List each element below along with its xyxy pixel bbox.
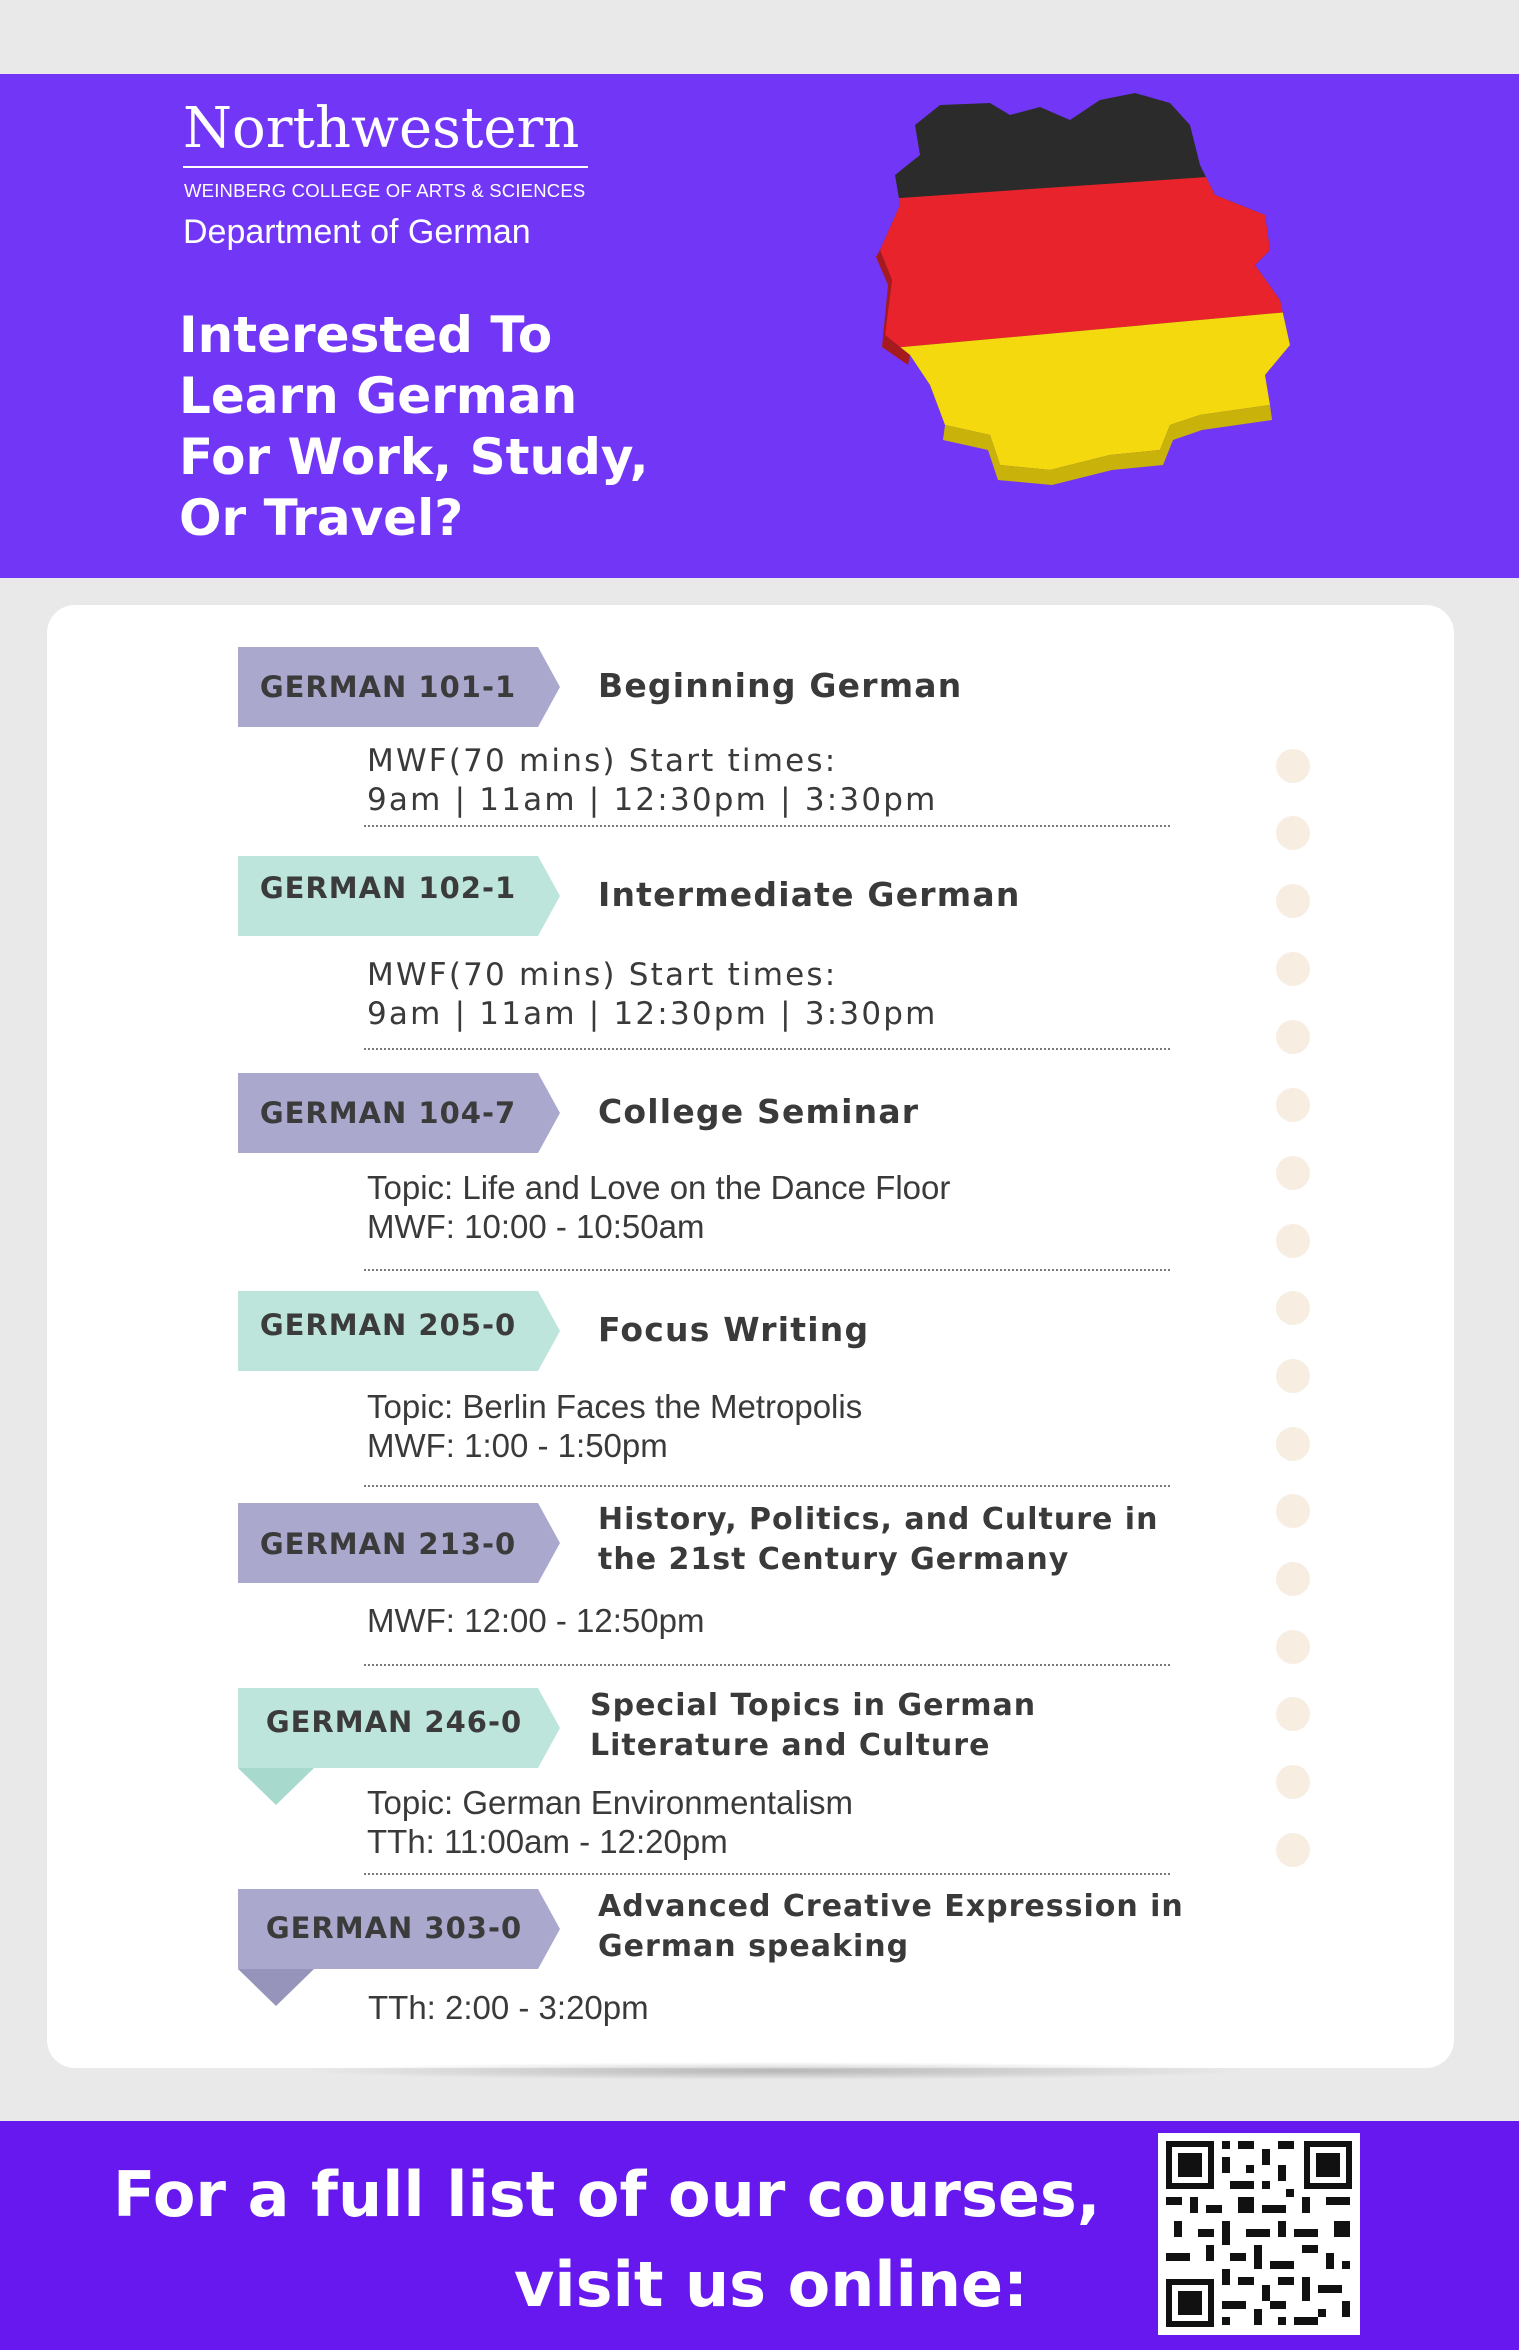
qr-code-icon[interactable] [1158,2133,1360,2335]
card-shadow [300,2062,1250,2080]
course-title-line: Focus Writing [598,1310,870,1349]
course-title-line: the 21st Century Germany [598,1542,1070,1577]
timeline-dot-icon [1276,1494,1310,1528]
divider [364,1664,1170,1666]
course-title [598,1500,1158,1580]
course-title-line: Special Topics in German [590,1688,1037,1723]
course-title-line: Intermediate German [598,875,1021,914]
course-title [598,875,1021,914]
course-title-line: History, Politics, and Culture in [598,1502,1159,1537]
timeline-dot-icon [1276,1630,1310,1664]
course-detail-line: MWF: 12:00 - 12:50pm [367,1602,705,1639]
course-title [598,1887,1184,1967]
university-logo-name: Northwestern [183,96,580,161]
logo-college: WEINBERG COLLEGE OF ARTS & SCIENCES [184,180,586,201]
department-name: Department of German [183,213,531,251]
timeline-dot-icon [1276,1833,1310,1867]
course-title-line: Advanced Creative Expression in [598,1889,1184,1924]
course-details [367,1168,950,1246]
course-code-tag [238,1291,560,1371]
course-code: GERMAN 213-0 [259,1527,517,1561]
course-title [598,1092,919,1131]
footer-line: For a full list of our courses, [113,2158,1101,2231]
course-details [367,742,938,820]
course-details [368,1988,649,2027]
divider [364,825,1170,827]
timeline-dot-icon [1276,1020,1310,1054]
course-title-line: College Seminar [598,1092,920,1131]
logo-rule [183,166,588,168]
timeline-dot-icon [1276,1562,1310,1596]
course-detail-line: Topic: Berlin Faces the Metropolis [367,1388,863,1425]
course-code: GERMAN 205-0 [259,1308,517,1342]
course-code-tag [238,1503,560,1583]
course-detail-line: 9am | 11am | 12:30pm | 3:30pm [367,996,938,1032]
timeline-dot-icon [1276,1088,1310,1122]
course-detail-line: 9am | 11am | 12:30pm | 3:30pm [367,782,938,818]
course-title-line: Beginning German [598,666,963,705]
course-detail-line: TTh: 11:00am - 12:20pm [367,1823,728,1860]
headline [179,305,699,549]
course-details [367,1783,853,1861]
timeline-dot-icon [1276,1291,1310,1325]
timeline-dot-icon [1276,1359,1310,1393]
divider [364,1048,1170,1050]
headline-line: Or Travel? [179,489,464,547]
course-title-line: German speaking [598,1929,910,1964]
timeline-dot-icon [1276,1156,1310,1190]
course-details [367,1387,862,1465]
course-detail-line: MWF(70 mins) Start times: [367,743,838,779]
divider [364,1873,1170,1875]
timeline-dot-icon [1276,749,1310,783]
course-code: GERMAN 303-0 [265,1911,523,1945]
course-title [590,1686,1036,1766]
divider [364,1269,1170,1271]
divider [364,1485,1170,1487]
footer-line: visit us online: [514,2248,1028,2321]
headline-line: Interested To [179,306,553,364]
timeline-dot-icon [1276,1427,1310,1461]
headline-line: Learn German [179,367,578,425]
course-detail-line: MWF: 1:00 - 1:50pm [367,1427,668,1464]
course-detail-line: Topic: Life and Love on the Dance Floor [367,1169,951,1206]
timeline-dot-icon [1276,816,1310,850]
headline-line: For Work, Study, [179,428,649,486]
timeline-dot-icon [1276,952,1310,986]
course-details [367,1601,704,1640]
qr-code-graphic [1158,2133,1360,2335]
course-title-line: Literature and Culture [590,1728,991,1763]
germany-flag-map-icon [870,85,1310,555]
course-title [598,666,962,705]
course-code-tag [238,1073,560,1153]
course-title [598,1310,869,1349]
course-code-tag [238,856,560,936]
timeline-dot-icon [1276,1765,1310,1799]
course-code: GERMAN 101-1 [259,670,517,704]
course-detail-line: MWF(70 mins) Start times: [367,957,838,993]
course-details [367,956,938,1034]
course-code-tag [238,1688,560,1768]
course-detail-line: MWF: 10:00 - 10:50am [367,1208,705,1245]
course-detail-line: TTh: 2:00 - 3:20pm [368,1989,649,2026]
timeline-dot-icon [1276,884,1310,918]
timeline-dot-icon [1276,1697,1310,1731]
course-code: GERMAN 104-7 [259,1096,517,1130]
timeline-dot-icon [1276,1224,1310,1258]
course-code: GERMAN 246-0 [265,1705,523,1739]
course-detail-line: Topic: German Environmentalism [367,1784,854,1821]
course-code: GERMAN 102-1 [259,871,517,905]
course-code-tag [238,1889,560,1969]
course-code-tag [238,647,560,727]
